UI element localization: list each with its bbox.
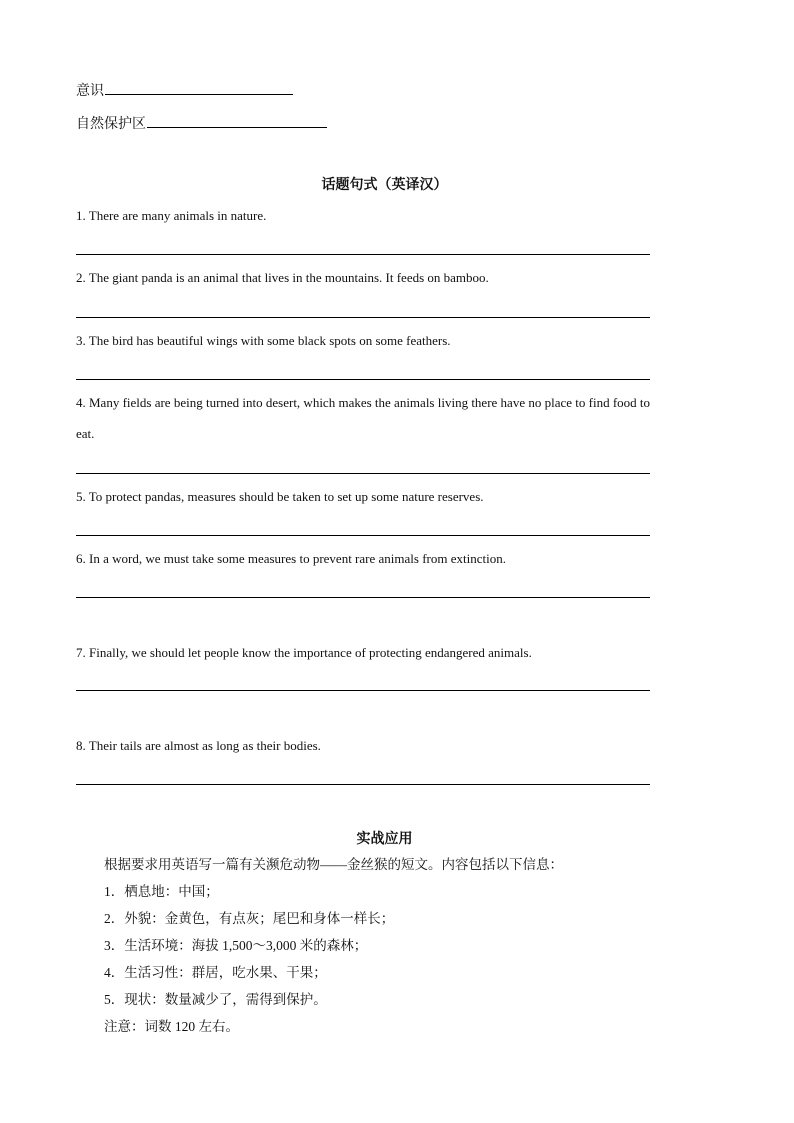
answer-line[interactable]	[76, 535, 650, 536]
answer-line[interactable]	[76, 690, 650, 691]
answer-line[interactable]	[76, 597, 650, 598]
vocab-item	[76, 115, 327, 134]
requirement-item: 5．现状：数量减少了，需得到保护。	[104, 992, 327, 1007]
requirement-item: 4．生活习性：群居，吃水果、干果；	[104, 965, 327, 980]
vocab-label: 自然保护区	[76, 117, 146, 132]
answer-line[interactable]	[76, 254, 650, 255]
sentence-prompt: 4. Many fields are being turned into desert, which makes the animals living there have no place to find food to	[76, 395, 651, 410]
writing-instructions: 根据要求用英语写一篇有关濒危动物——金丝猴的短文。内容包括以下信息：	[104, 857, 563, 872]
sentence-prompt: 8. Their tails are almost as long as their bodies.	[76, 738, 321, 753]
vocab-label: 意识	[76, 84, 104, 99]
requirement-item: 2．外貌：金黄色，有点灰；尾巴和身体一样长；	[104, 911, 395, 926]
word-count-note: 注意：词数 120 左右。	[104, 1019, 239, 1034]
answer-line[interactable]	[76, 317, 650, 318]
requirement-item: 3．生活环境：海拔 1,500～3,000 米的森林；	[104, 938, 368, 953]
vocab-item	[76, 82, 293, 101]
vocab-blank[interactable]	[105, 82, 293, 95]
sentence-prompt: 5. To protect pandas, measures should be taken to set up some nature reserves.	[76, 489, 484, 504]
sentence-prompt-continued: eat.	[76, 426, 95, 441]
answer-line[interactable]	[76, 379, 650, 380]
answer-line[interactable]	[76, 473, 650, 474]
section-title: 话题句式（英译汉）	[321, 178, 448, 193]
requirement-item: 1．栖息地：中国；	[104, 884, 219, 899]
sentence-prompt: 3. The bird has beautiful wings with some black spots on some feathers.	[76, 333, 451, 348]
sentence-prompt: 1. There are many animals in nature.	[76, 208, 267, 223]
answer-line[interactable]	[76, 784, 650, 785]
section-title: 实战应用	[356, 832, 413, 847]
sentence-prompt: 7. Finally, we should let people know the importance of protecting endangered animals.	[76, 645, 532, 660]
vocab-blank[interactable]	[147, 115, 327, 128]
sentence-prompt: 6. In a word, we must take some measures to prevent rare animals from extinction.	[76, 551, 506, 566]
sentence-prompt: 2. The giant panda is an animal that lives in the mountains. It feeds on bamboo.	[76, 270, 489, 285]
